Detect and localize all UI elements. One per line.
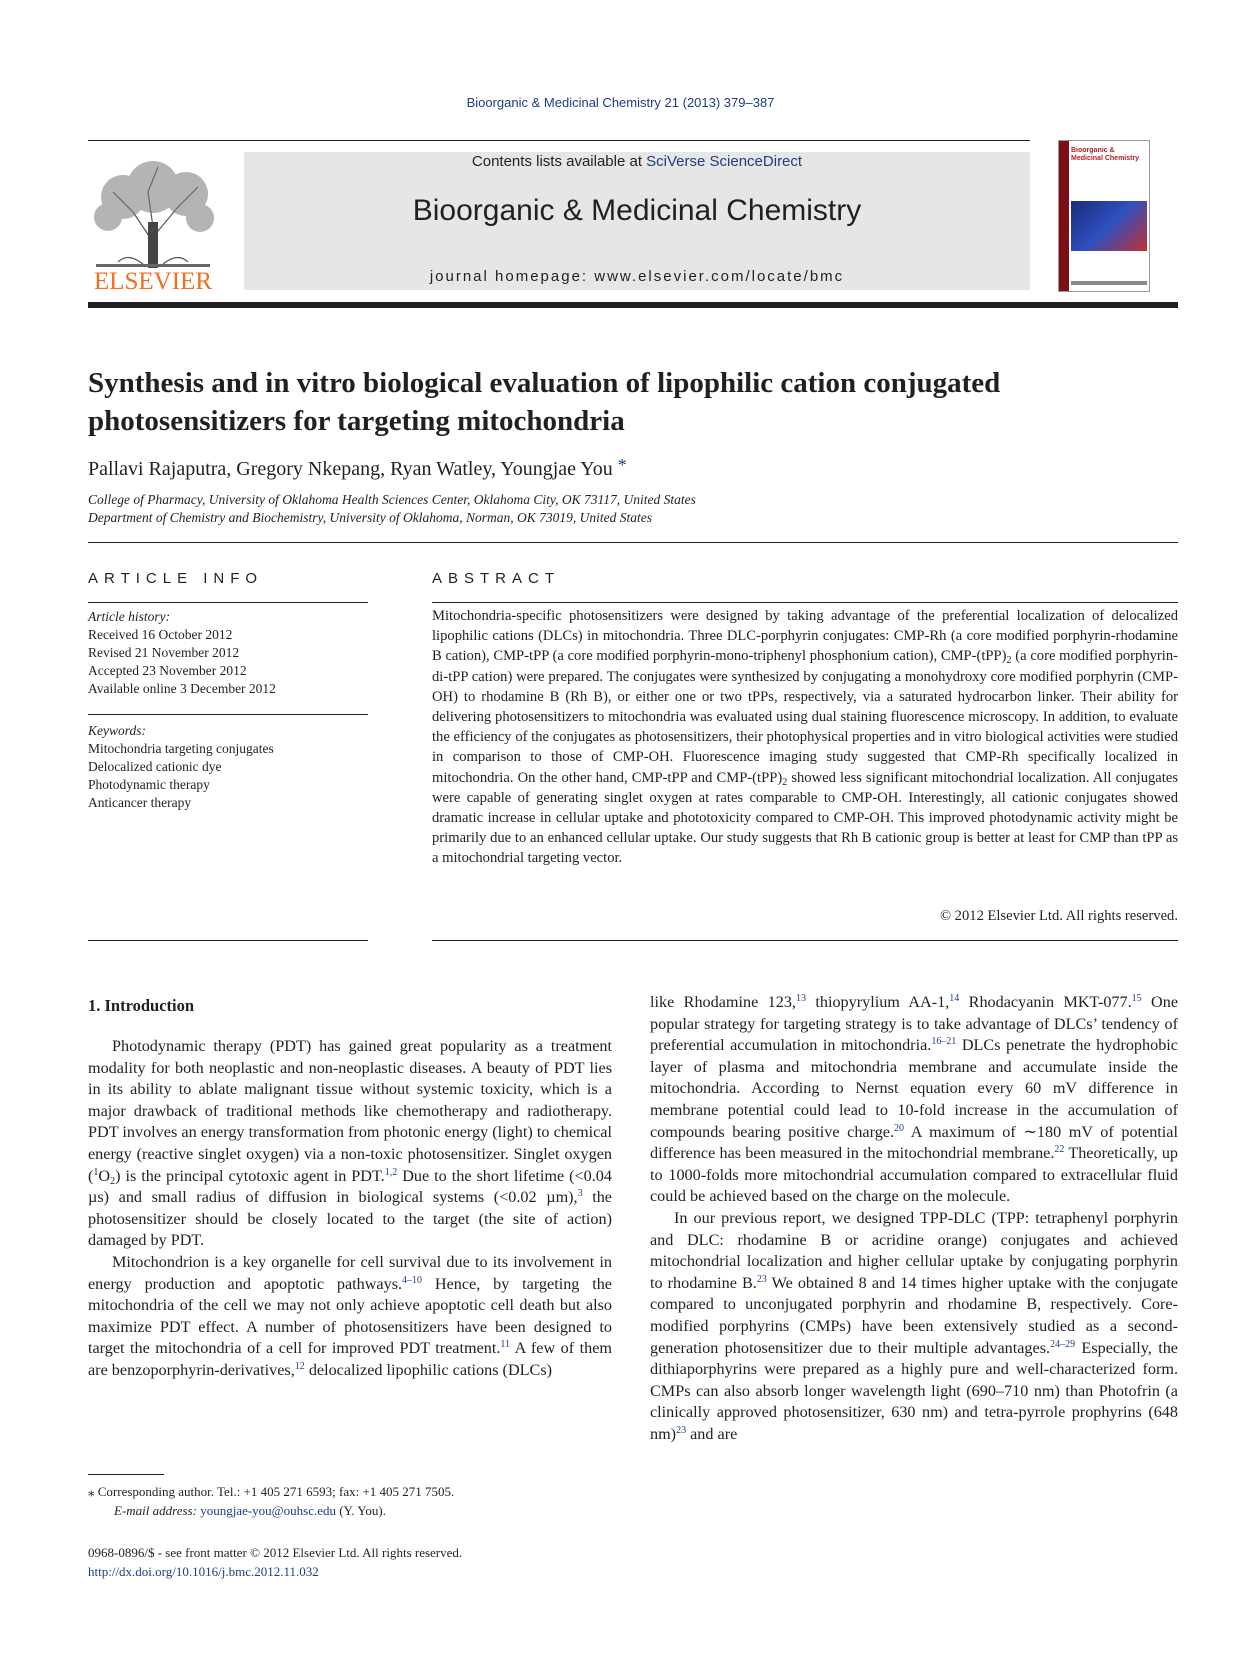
keyword-item: Anticancer therapy <box>88 795 192 810</box>
keyword-item: Photodynamic therapy <box>88 777 210 792</box>
header-thick-rule <box>88 302 1178 308</box>
elsevier-wordmark: ELSEVIER <box>93 268 213 295</box>
article-title: Synthesis and in vitro biological evaluation of lipophilic cation conjugated photosensitizers for targeting mitochondria <box>88 367 1001 437</box>
keyword-item: Mitochondria targeting conjugates <box>88 741 274 756</box>
reference-link[interactable]: 13 <box>795 993 806 1004</box>
affiliation-1: College of Pharmacy, University of Oklahoma Health Sciences Center, Oklahoma City, OK 73117, United States <box>88 492 696 507</box>
keyword-item: Delocalized cationic dye <box>88 759 222 774</box>
cover-spine <box>1059 141 1069 291</box>
keywords-rule <box>88 714 368 715</box>
journal-name: Bioorganic & Medicinal Chemistry <box>412 194 862 227</box>
affiliation-2: Department of Chemistry and Biochemistry, University of Oklahoma, Norman, OK 73019, United States <box>88 510 652 525</box>
abstract-rule <box>432 602 1178 603</box>
page-footer <box>88 1543 648 1581</box>
history-online: Available online 3 December 2012 <box>88 681 276 696</box>
sciencedirect-link[interactable]: SciVerse ScienceDirect <box>646 153 803 170</box>
reference-link[interactable]: 1,2 <box>384 1166 398 1178</box>
section-heading-introduction: 1. Introduction <box>88 996 195 1015</box>
journal-citation[interactable]: Bioorganic & Medicinal Chemistry 21 (2013) 379–387 <box>466 95 775 110</box>
history-received: Received 16 October 2012 <box>88 627 233 642</box>
journal-homepage[interactable]: journal homepage: www.elsevier.com/locate/bmc <box>429 268 845 285</box>
paragraph: In our previous report, we designed TPP-DLC (TPP: tetraphenyl porphyrin and DLC: rhodamine B or acridine orange) conjugates and achieved mitochondrial localization and higher cellular uptake by conjugating porphyrin to rhodamine B.$^{23}$ We obtained 8 and 14 times higher uptake with the conjugate compared to unconjugated porphyrin and rhodamine B, respectively. Core-modified porphyrins (CMPs) have been extensively studied as a second-generation photosensitizer due to their multiple advantages.$^{24-29}$ Especially, the dithiaporphyrins were prepared as a highly pure and well-characterized form. CMPs can also absorb longer wavelength light (690–710 nm) than Photofrin (a clinically approved photosensitizer, 630 nm) and tetra-pyrrole prophyrins (648 nm)$^{23}$ and are <box>650 1208 1178 1443</box>
reference-link[interactable]: 20 <box>894 1122 905 1134</box>
keywords-block <box>88 722 368 812</box>
history-revised: Revised 21 November 2012 <box>88 645 240 660</box>
abstract-bottom-rule <box>432 940 1178 941</box>
article-info-heading: ARTICLE INFO <box>88 570 264 587</box>
cover-footer <box>1071 281 1147 285</box>
article-history <box>88 608 368 698</box>
title-rule <box>88 542 1178 543</box>
body-column-right <box>650 992 1178 1445</box>
paragraph: like Rhodamine 123,13 thiopyrylium AA-1,14 Rhodacyanin MKT-077.15 One popular strategy for targeting strategy is to take advantage of DLCs’ tendency of preferential accumulation in mitochondria.$^{16-21}$ DLCs penetrate the hydrophobic layer of plasma and mitochondria membrane and accumulate inside the mitochondria. According to Nernst equation every 60 mV difference in membrane potential could lead to 10-fold increase in the accumulation of compounds bearing positive charge.$^{20}$ A maximum of ∼180 mV of potential difference has been measured in the mitochondrial membrane.$^{22}$ Theoretically, up to 1000-folds more mitochondrial accumulation compared to extracellular fluid could be achieved based on the charge on the molecule. <box>650 993 1179 1206</box>
reference-link[interactable]: 24–29 <box>1050 1338 1076 1350</box>
journal-banner <box>244 152 1030 290</box>
author-list: Pallavi Rajaputra, Gregory Nkepang, Ryan Watley, Youngjae You * <box>88 455 627 480</box>
journal-cover-thumbnail <box>1058 140 1150 292</box>
paragraph: Mitochondrion is a key organelle for cell survival due to its involvement in energy production and apoptotic pathways.$^{4-10}$ Hence, by targeting the mitochondria of the cell we may not only achieve apoptotic cell death but also maximize PDT effect. A number of photosensitizers have been designed to target the mitochondria of a cell for improved PDT treatment.$^{11}$ A few of them are benzoporphyrin-derivatives,$^{12}$ delocalized lipophilic cations (DLCs) <box>88 1252 612 1379</box>
history-accepted: Accepted 23 November 2012 <box>88 663 247 678</box>
reference-link[interactable]: 14 <box>949 993 960 1004</box>
header-rule <box>88 140 1030 141</box>
keywords-label: Keywords: <box>88 723 146 738</box>
issn-line: 0968-0896/$ - see front matter © 2012 Elsevier Ltd. All rights reserved. <box>88 1545 463 1560</box>
corresponding-author-mark[interactable]: * <box>617 455 627 475</box>
abstract-text: Mitochondria-specific photosensitizers were designed by taking advantage of the preferential localization of delocalized lipophilic cations (DLCs) in mitochondria. Three DLC-porphyrin conjugates: CMP-Rh (a core modified porphyrin-rhodamine B cation), CMP-tPP (a core modified porphyrin-mono-triphenyl phosphonium cation), CMP-$(tPP)_2$ (a core modified porphyrin-di-tPP cation) were prepared. The conjugates were synthesized by conjugating a monohydroxy core modified porphyrin (CMP-OH) to rhodamine B (Rh B), or either one or two tPPs, respectively, via a saturated hydrocarbon linker. Their ability for delivering photosensitizers to mitochondria was evaluated using dual staining fluorescence microscopy. In addition, to evaluate the efficiency of the conjugates as photosensitizers, their photophysical properties and in vitro biological activities were studied in comparison to those of CMP-OH. Fluorescence imaging study suggested that CMP-Rh specifically localized in mitochondria. On the other hand, CMP-tPP and CMP-$(tPP)_2$ showed less significant mitochondrial localization. All conjugates were capable of generating singlet oxygen at rates comparable to CMP-OH. Interestingly, all cationic conjugates showed dramatic increase in cellular uptake and phototoxicity compared to CMP-OH. This improved photodynamic activity might be primarily due to an enhanced cellular uptake. Our study suggests that Rh B cationic group is better at least for CMP than tPP as a mitochondrial targeting vector. <box>432 608 1178 867</box>
body-column-left <box>88 1036 612 1382</box>
reference-link[interactable]: 15 <box>1131 993 1142 1004</box>
reference-link[interactable]: 3 <box>577 1188 583 1200</box>
abstract-heading: ABSTRACT <box>432 570 561 587</box>
author-email-link[interactable]: youngjae-you@ouhsc.edu <box>200 1503 336 1518</box>
cover-image <box>1071 201 1147 251</box>
reference-link[interactable]: 4–10 <box>402 1274 423 1286</box>
footnote-rule <box>88 1474 164 1475</box>
contents-line: Contents lists available at SciVerse ScienceDirect <box>471 153 803 170</box>
corresponding-author-footnote: ⁎ Corresponding author. Tel.: +1 405 271 6593; fax: +1 405 271 7505. E-mail address: youngjae-you@ouhsc.edu (Y. You). <box>88 1484 455 1518</box>
reference-link[interactable]: 11 <box>500 1339 511 1351</box>
doi-link[interactable]: http://dx.doi.org/10.1016/j.bmc.2012.11.032 <box>88 1564 319 1579</box>
article-info-bottom-rule <box>88 940 368 941</box>
history-label: Article history: <box>88 609 171 624</box>
reference-link[interactable]: 23 <box>676 1424 687 1436</box>
abstract-copyright: © 2012 Elsevier Ltd. All rights reserved. <box>939 908 1178 924</box>
article-info-rule <box>88 602 368 603</box>
cover-title: Bioorganic & Medicinal Chemistry <box>1071 147 1140 162</box>
reference-link[interactable]: 22 <box>1054 1144 1065 1156</box>
footnote-mark: ⁎ <box>88 1484 95 1499</box>
paragraph: Photodynamic therapy (PDT) has gained great popularity as a treatment modality for both neoplastic and non-neoplastic diseases. A beauty of PDT lies in its ability to ablate malignant tissue without systemic toxicity, which is a major drawback of traditional methods like chemotherapy and radiotherapy. PDT involves an energy transformation from photonic energy (light) to chemical energy (reactive singlet oxygen) via a non-toxic photosensitizer. Singlet oxygen $(^1O_2)$ is the principal cytotoxic agent in PDT.$^{1,2}$ Due to the short lifetime (<0.04 µs) and small radius of diffusion in biological systems (<0.02 µm),$^3$ the photosensitizer should be closely located to the target (the site of action) damaged by PDT. <box>88 1037 612 1250</box>
reference-link[interactable]: 16–21 <box>931 1036 957 1048</box>
reference-link[interactable]: 23 <box>756 1273 767 1285</box>
reference-link[interactable]: 12 <box>294 1360 305 1372</box>
